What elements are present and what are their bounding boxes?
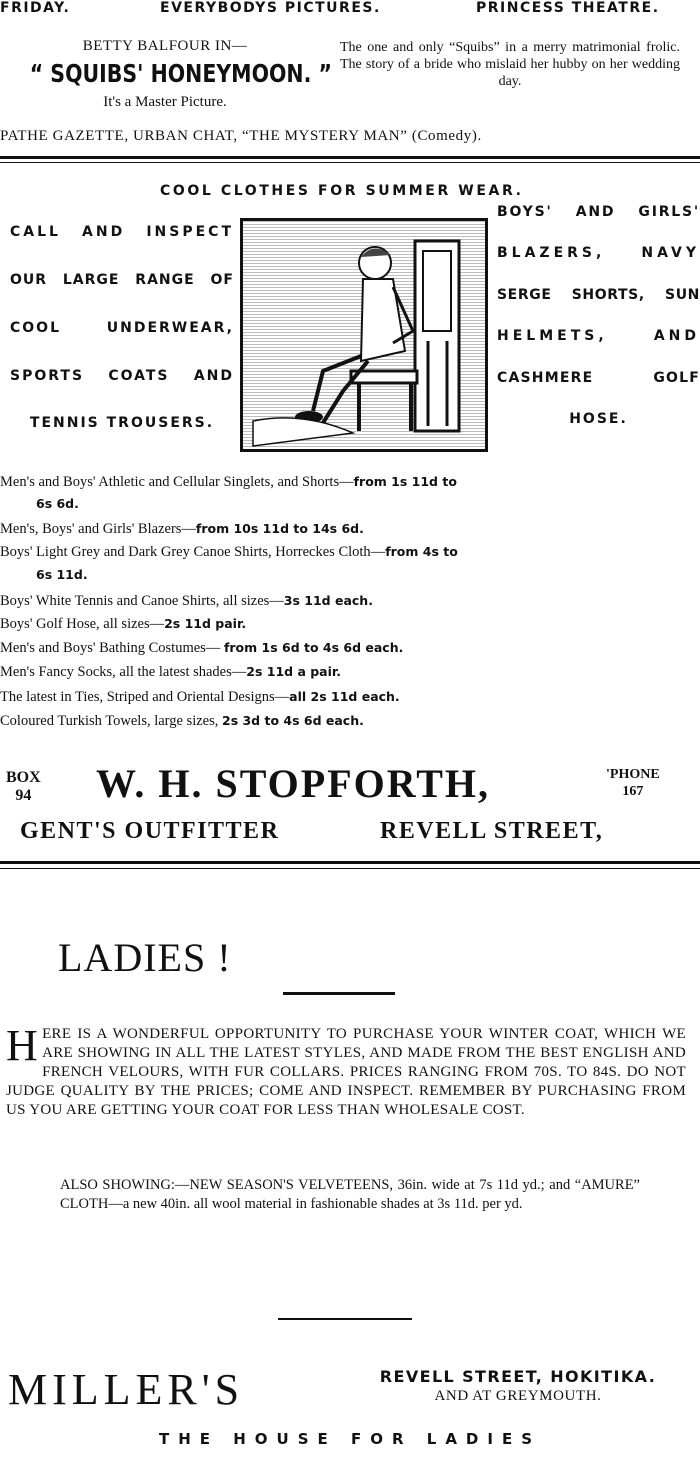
divider-rule-thin	[0, 868, 700, 869]
price-list-cont: 6s 11d.	[36, 567, 88, 582]
left-col-line: COOL UNDERWEAR,	[10, 320, 234, 336]
feature-title: “ SQUIBS' HONEYMOON. ”	[29, 59, 332, 88]
divider-rule-thin	[0, 162, 700, 163]
price-list-item: Men's, Boys' and Girls' Blazers—from 10s 11d to 14s 6d.	[0, 521, 364, 537]
price-list-item: Men's and Boys' Bathing Costumes— from 1s 6d to 4s 6d each.	[0, 640, 404, 656]
star-line: BETTY BALFOUR IN—	[82, 38, 248, 54]
millers-branch: AND AT GREYMOUTH.	[434, 1388, 602, 1404]
feature-blurb: The one and only “Squibs” in a merry matrimonial frolic. The story of a bride who mislaid her hubby on her wedding day.	[340, 40, 680, 89]
header-theatre: PRINCESS THEATRE.	[476, 0, 660, 16]
boy-seated-on-chair-illustration	[240, 218, 488, 452]
price-list-cont: 6s 6d.	[36, 496, 79, 511]
support-program: PATHE GAZETTE, URBAN CHAT, “THE MYSTERY MAN” (Comedy).	[0, 128, 482, 144]
ornament-rule	[283, 992, 395, 995]
illustration-drawing	[243, 221, 485, 449]
right-col-line: BLAZERS, NAVY	[497, 245, 700, 261]
price-list-item: Men's and Boys' Athletic and Cellular Singlets, and Shorts—from 1s 11d to	[0, 474, 457, 490]
ladies-heading: LADIES !	[58, 935, 232, 980]
ornament-rule	[278, 1318, 412, 1320]
price-list-item: Boys' White Tennis and Canoe Shirts, all sizes—3s 11d each.	[0, 593, 373, 609]
merchant-name: W. H. STOPFORTH,	[96, 761, 491, 806]
right-col-line: BOYS' AND GIRLS'	[497, 204, 700, 220]
price-list-item: Boys' Light Grey and Dark Grey Canoe Shirts, Horreckes Cloth—from 4s to	[0, 544, 458, 560]
phone-number: 'PHONE 167	[606, 767, 660, 799]
divider-rule	[0, 156, 700, 159]
price-list-item: Boys' Golf Hose, all sizes—2s 11d pair.	[0, 616, 247, 632]
feature-block	[0, 38, 330, 111]
divider-rule	[0, 861, 700, 864]
left-col-line: TENNIS TROUSERS.	[29, 415, 215, 431]
stopforth-headline: COOL CLOTHES FOR SUMMER WEAR.	[160, 183, 524, 199]
also-showing-text: ALSO SHOWING:—NEW SEASON'S VELVETEENS, 36in. wide at 7s 11d yd.; and “AMURE” CLOTH—a new 40in. all wool material in fashionable shades at 3s 11d. per yd.	[60, 1177, 640, 1212]
tagline: It's a Master Picture.	[103, 94, 227, 110]
street-label: REVELL STREET,	[380, 818, 604, 844]
right-col-line: HOSE.	[569, 411, 628, 427]
left-col-line: SPORTS COATS AND	[10, 368, 234, 384]
left-col-line: OUR LARGE RANGE OF	[10, 272, 234, 288]
right-col-line: SERGE SHORTS, SUN	[497, 287, 700, 303]
price-list-item: Men's Fancy Socks, all the latest shades—2s 11d a pair.	[0, 664, 342, 680]
left-col-line: CALL AND INSPECT	[10, 224, 234, 240]
millers-slogan: THE HOUSE FOR LADIES	[158, 1430, 542, 1448]
drop-cap: H	[6, 1021, 39, 1070]
millers-name: MILLER'S	[8, 1365, 245, 1414]
price-list-item: Coloured Turkish Towels, large sizes, 2s 3d to 4s 6d each.	[0, 713, 364, 729]
millers-address: REVELL STREET, HOKITIKA.	[379, 1367, 657, 1386]
header-day: FRIDAY.	[0, 0, 71, 16]
ladies-body-text: HERE IS A WONDERFUL OPPORTUNITY TO PURCHASE YOUR WINTER COAT, WHICH WE ARE SHOWING IN ALL THE LATEST STYLES, AND MADE FROM THE BEST ENGLISH AND FRENCH VELOURS, WITH FUR COLLARS. PRICES RANGING FROM 70S. TO 84S. DO NOT JUDGE QUALITY BY THE PRICES; COME AND INSPECT. REMEMBER BY PURCHASING FROM US YOU ARE GETTING YOUR COAT FOR LESS THAN WHOLESALE COST.	[6, 1021, 686, 1118]
box-number: BOX 94	[6, 769, 41, 804]
right-col-line: CASHMERE GOLF	[497, 370, 700, 386]
trade-label: GENT'S OUTFITTER	[20, 818, 280, 844]
right-col-line: HELMETS, AND	[497, 328, 700, 344]
header-house: EVERYBODYS PICTURES.	[160, 0, 381, 16]
price-list-item: The latest in Ties, Striped and Oriental Designs—all 2s 11d each.	[0, 689, 400, 705]
